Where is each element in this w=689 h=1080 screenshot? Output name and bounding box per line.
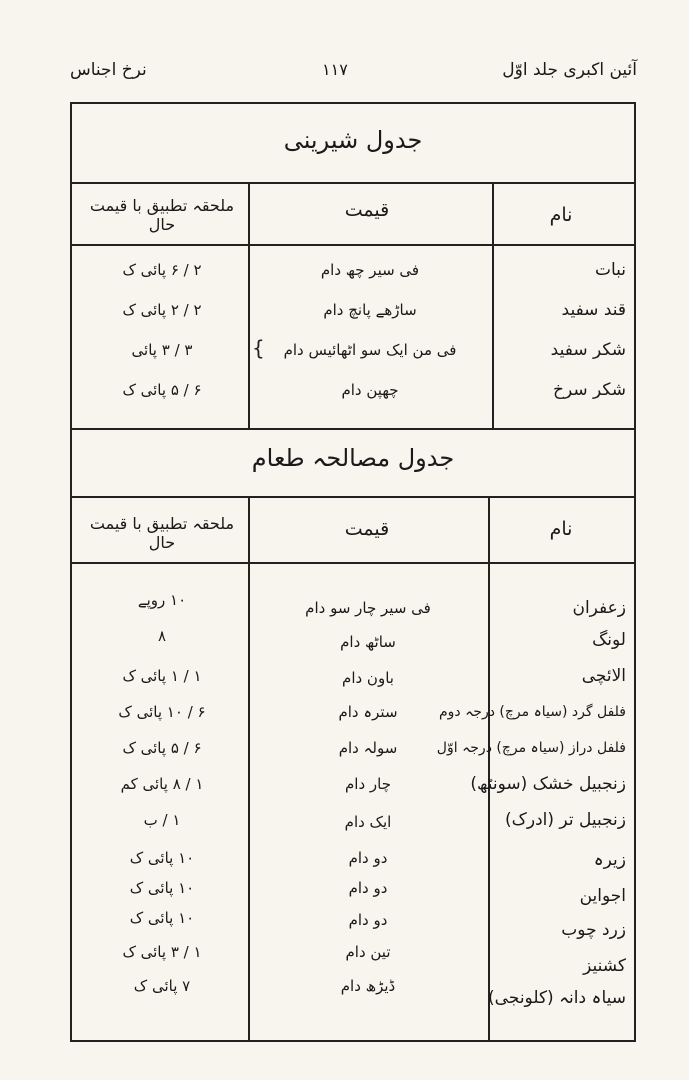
table2-row-name: زرد چوب <box>561 920 626 940</box>
table2-col-price: قیمت <box>344 518 390 540</box>
table2-row-name: سیاہ دانہ (کلونجی) <box>488 988 626 1008</box>
table2-row-price: ڈیڑھ دام <box>340 977 396 995</box>
table2-row-current: ۱۰ روپے <box>137 591 187 609</box>
table2-row-price: تین دام <box>345 943 391 961</box>
table2-row-current: ۶ / ۱۰ پائی ک <box>118 703 206 721</box>
table2-row-name: زعفران <box>572 598 626 618</box>
running-header-right: آئین اکبری جلد اوّل <box>502 60 637 80</box>
table2-row-current: ۸ <box>157 627 167 645</box>
page-number: ۱۱۷ <box>322 60 348 79</box>
table1-row-price: ساڑھے پانچ دام <box>323 301 417 319</box>
table2-row-price: سترہ دام <box>338 703 398 721</box>
divider <box>72 244 634 246</box>
table2-row-current: ۶ / ۵ پائی ک <box>122 739 202 757</box>
table1-title: جدول شیرینی <box>283 126 423 154</box>
table1-row-name: نبات <box>594 260 626 280</box>
table1-row-current: ۲ / ۲ پائی ک <box>122 301 202 319</box>
column-divider <box>488 496 490 1040</box>
table2-row-current: ۱۰ پائی ک <box>129 879 195 897</box>
table2-row-price: فی سیر چار سو دام <box>305 599 431 617</box>
divider <box>72 428 634 430</box>
table-frame <box>70 102 636 1042</box>
table2-col-current: ملحقہ تطبیق با قیمت حال <box>89 514 235 552</box>
table1-row-price: فی من ایک سو اٹھائیس دام <box>283 341 457 359</box>
table2-row-name: الائچی <box>581 666 626 686</box>
table2-row-current: ۱ / ۱ پائی ک <box>122 667 202 685</box>
table2-row-price: دو دام <box>348 849 388 867</box>
table2-row-name: اجواین <box>579 886 626 906</box>
table2-row-current: ۱ / ۳ پائی ک <box>122 943 202 961</box>
table1-row-price: فی سیر چھ دام <box>320 261 420 279</box>
table2-row-current: ۱ / ۸ پائی کم <box>120 775 204 793</box>
divider <box>72 496 634 498</box>
table1-row-current: ۶ / ۵ پائی ک <box>122 381 202 399</box>
table1-col-current: ملحقہ تطبیق با قیمت حال <box>89 196 235 234</box>
table2-row-current: ۱ / ب <box>143 811 181 829</box>
table2-row-name: فلفل گرد (سیاہ مرچ) درجہ دوم <box>438 704 626 720</box>
table2-row-name: لونگ <box>592 630 626 650</box>
table2-row-name: زنجبیل تر (ادرک) <box>505 810 626 830</box>
table2-row-current: ۷ پائی ک <box>133 977 191 995</box>
table2-row-name: زیرہ <box>593 850 626 870</box>
column-divider <box>492 182 494 428</box>
table2-row-name: زنجبیل خشک (سونٹھ) <box>470 774 626 794</box>
table2-row-name: کشنیز <box>583 956 626 976</box>
table2-row-price: دو دام <box>348 911 388 929</box>
divider <box>72 562 634 564</box>
table1-row-name: شکر سرخ <box>552 380 626 400</box>
table1-row-name: قند سفید <box>561 300 626 320</box>
table2-row-price: باون دام <box>342 669 394 687</box>
table1-row-current: ۳ / ۳ پائی <box>131 341 193 359</box>
table1-row-name: شکر سفید <box>550 340 626 360</box>
table2-row-price: سولہ دام <box>338 739 398 757</box>
table2-col-name: نام <box>549 518 573 540</box>
table1-row-price: چھپن دام <box>341 381 399 399</box>
table2-title: جدول مصالحہ طعام <box>251 444 455 472</box>
table1-row-current: ۲ / ۶ پائی ک <box>122 261 202 279</box>
table2-row-price: دو دام <box>348 879 388 897</box>
table2-row-name: فلفل دراز (سیاہ مرچ) درجہ اوّل <box>436 740 626 756</box>
table2-row-current: ۱۰ پائی ک <box>129 849 195 867</box>
table2-row-price: چار دام <box>345 775 391 793</box>
table2-row-current: ۱۰ پائی ک <box>129 909 195 927</box>
table1-col-price: قیمت <box>344 199 390 221</box>
bracket-mark: { <box>252 336 265 360</box>
table1-col-name: نام <box>549 204 573 226</box>
table2-row-price: ایک دام <box>344 813 392 831</box>
running-header-left: نرخ اجناس <box>70 60 147 80</box>
divider <box>72 182 634 184</box>
table2-row-price: ساٹھ دام <box>340 633 396 651</box>
